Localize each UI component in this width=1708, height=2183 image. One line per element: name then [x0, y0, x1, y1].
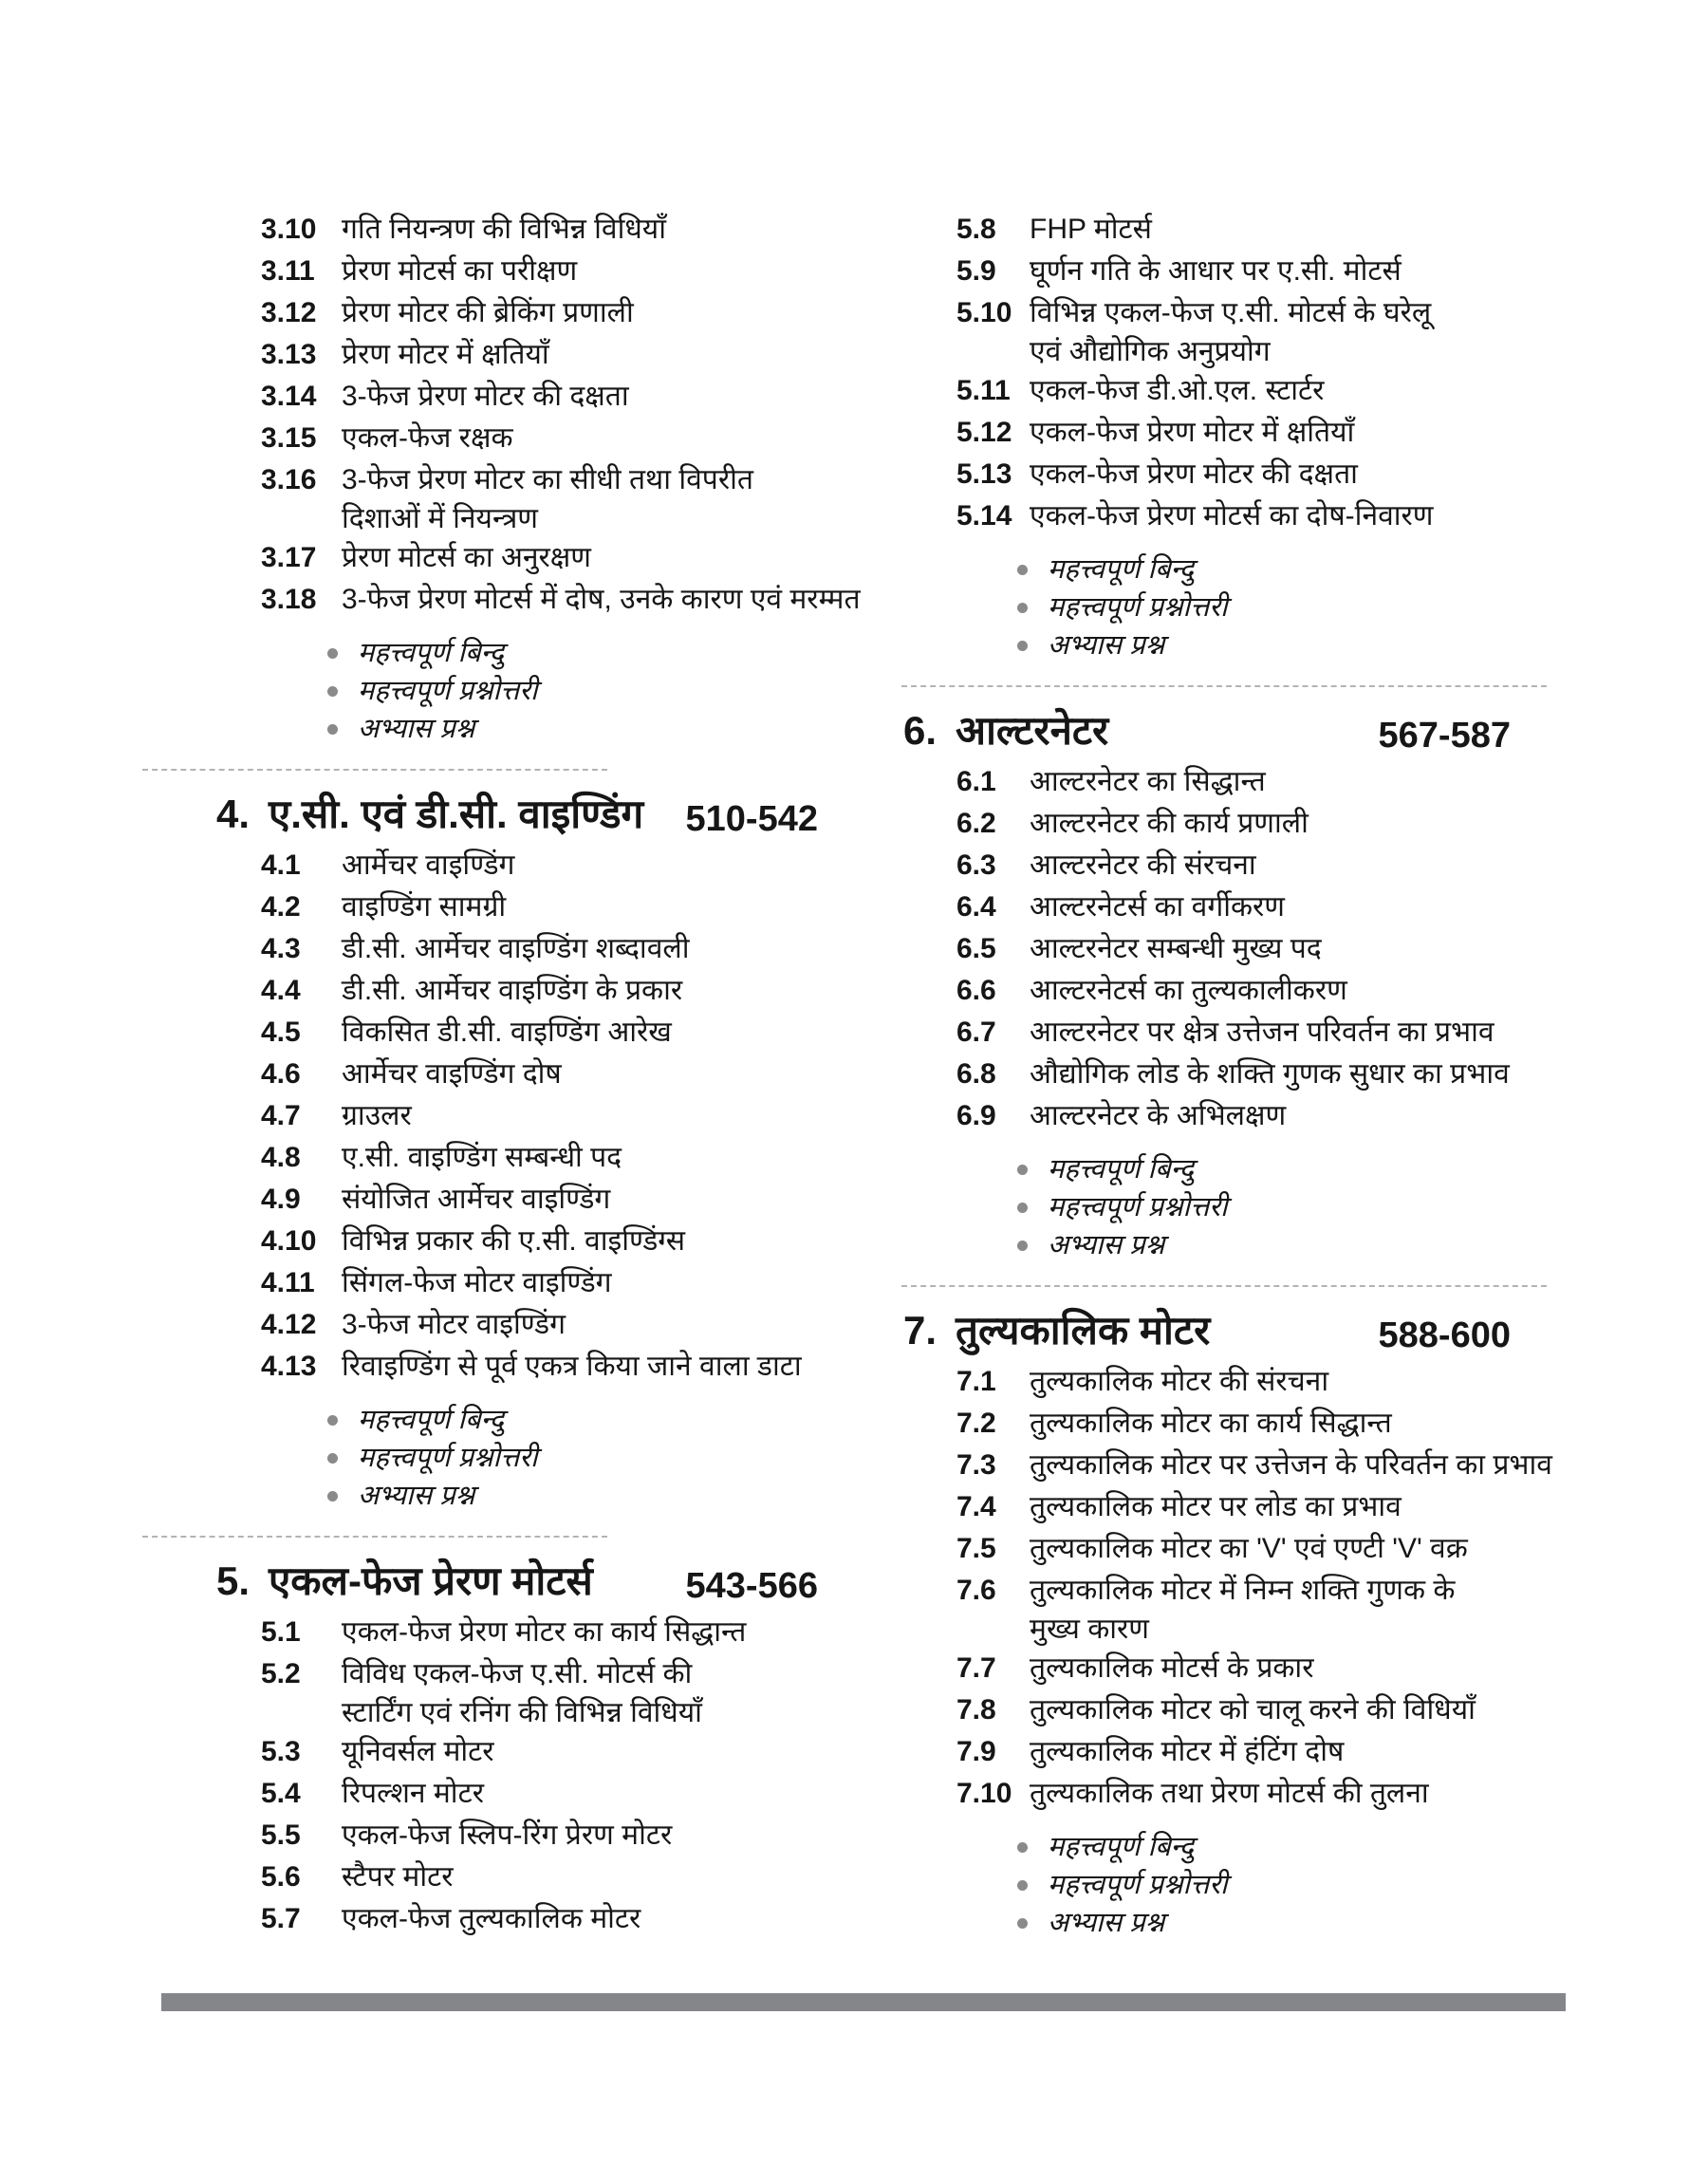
bullet-dot-icon	[327, 1491, 338, 1502]
toc-entry	[142, 1095, 818, 1137]
entry-number: 3.10	[261, 214, 317, 245]
toc-entry	[901, 970, 1511, 1012]
bullet-label: महत्त्वपूर्ण बिन्दु	[358, 638, 504, 668]
bullet-item	[901, 550, 1511, 588]
entry-title: आर्मेचर वाइण्डिंग दोष	[342, 1058, 562, 1090]
toc-entry	[142, 1856, 818, 1898]
toc-entry	[142, 1262, 818, 1304]
entry-title: 3-फेज प्रेरण मोटर का सीधी तथा विपरीत	[342, 464, 753, 495]
toc-entry	[901, 251, 1511, 292]
chapter-title: आल्टरनेटर	[956, 708, 1109, 753]
bullet-item	[901, 588, 1511, 626]
bullet-list	[901, 1828, 1511, 1942]
toc-entry	[901, 1054, 1511, 1095]
bullet-label: महत्त्वपूर्ण प्रश्नोत्तरी	[358, 1443, 538, 1473]
toc-entry	[142, 1898, 818, 1940]
entry-title: डी.सी. आर्मेचर वाइण्डिंग शब्दावली	[342, 933, 690, 964]
bullet-dot-icon	[327, 648, 338, 659]
toc-entry	[142, 845, 818, 886]
entry-title: एकल-फेज तुल्यकालिक मोटर	[342, 1903, 641, 1934]
entry-title: प्रेरण मोटर्स का अनुरक्षण	[342, 542, 591, 573]
bullet-label: महत्त्वपूर्ण बिन्दु	[1048, 1832, 1194, 1862]
bullet-item	[142, 1439, 818, 1477]
bullet-label: महत्त्वपूर्ण बिन्दु	[1048, 554, 1194, 585]
chapter-heading	[901, 1306, 1511, 1355]
bullet-label: महत्त्वपूर्ण प्रश्नोत्तरी	[1048, 1192, 1228, 1222]
entry-title: डी.सी. आर्मेचर वाइण्डिंग के प्रकार	[342, 975, 683, 1006]
entry-title-continuation: स्टार्टिंग एवं रनिंग की विभिन्न विधियाँ	[342, 1697, 702, 1728]
entry-title: FHP मोटर्स	[1030, 214, 1152, 245]
entry-number: 7.6	[956, 1575, 996, 1606]
entry-title: विभिन्न एकल-फेज ए.सी. मोटर्स के घरेलू	[1030, 297, 1432, 328]
entry-number: 6.4	[956, 891, 996, 923]
entry-title: तुल्यकालिक मोटर का कार्य सिद्धान्त	[1030, 1408, 1392, 1439]
toc-entry	[142, 376, 818, 418]
bullet-item	[901, 1828, 1511, 1866]
entry-number: 6.9	[956, 1100, 996, 1131]
toc-entry	[901, 886, 1511, 928]
bullet-dot-icon	[1017, 641, 1028, 651]
chapter-heading	[142, 790, 818, 839]
entry-number: 5.10	[956, 297, 1012, 328]
entry-number: 7.3	[956, 1449, 996, 1481]
bullet-item	[901, 626, 1511, 664]
chapter-heading	[901, 706, 1511, 756]
toc-entry	[142, 418, 818, 459]
entry-title: स्टैपर मोटर	[342, 1861, 454, 1893]
toc-entry	[142, 1346, 818, 1388]
toc-entry	[142, 251, 818, 292]
toc-entry	[901, 292, 1511, 370]
dashed-divider	[142, 769, 607, 771]
entry-title: एकल-फेज प्रेरण मोटर की दक्षता	[1030, 458, 1358, 490]
entry-number: 4.11	[261, 1267, 315, 1298]
toc-entry	[901, 761, 1511, 803]
entry-title: प्रेरण मोटर की ब्रेकिंग प्रणाली	[342, 297, 634, 328]
bullet-dot-icon	[1017, 1241, 1028, 1251]
bullet-label: अभ्यास प्रश्न	[1048, 1908, 1165, 1938]
entry-number: 7.1	[956, 1366, 996, 1397]
entry-number: 4.9	[261, 1184, 301, 1215]
toc-column-left	[142, 209, 861, 1940]
toc-entry	[142, 334, 818, 376]
toc-entry	[142, 459, 818, 537]
entry-number: 7.5	[956, 1533, 996, 1564]
entry-number: 6.8	[956, 1058, 996, 1090]
toc-entry	[901, 1648, 1511, 1689]
entry-title: घूर्णन गति के आधार पर ए.सी. मोटर्स	[1030, 255, 1402, 287]
entry-title: तुल्यकालिक मोटर पर उत्तेजन के परिवर्तन का प्रभाव	[1030, 1449, 1552, 1481]
entry-title: 3-फेज मोटर वाइण्डिंग	[342, 1309, 566, 1340]
entry-number: 5.11	[956, 375, 1011, 406]
toc-entry	[142, 886, 818, 928]
footer-bar	[161, 1993, 1566, 2011]
entry-title: आल्टरनेटर की संरचना	[1030, 849, 1256, 881]
bullet-label: महत्त्वपूर्ण प्रश्नोत्तरी	[358, 676, 538, 706]
bullet-item	[901, 1866, 1511, 1904]
entry-number: 4.10	[261, 1225, 317, 1257]
chapter-page-range: 543-566	[685, 1566, 818, 1606]
entry-title: विभिन्न प्रकार की ए.सी. वाइण्डिंग्स	[342, 1225, 685, 1257]
toc-entry	[901, 495, 1511, 537]
entry-title: संयोजित आर्मेचर वाइण्डिंग	[342, 1184, 611, 1215]
bullet-item	[901, 1904, 1511, 1942]
toc-entry	[901, 1773, 1511, 1815]
entry-title: रिपल्शन मोटर	[342, 1778, 484, 1809]
entry-number: 4.8	[261, 1142, 301, 1173]
bullet-label: महत्त्वपूर्ण प्रश्नोत्तरी	[1048, 592, 1228, 623]
chapter-page-range: 588-600	[1378, 1315, 1511, 1355]
toc-entry	[901, 209, 1511, 251]
entry-title: आल्टरनेटर पर क्षेत्र उत्तेजन परिवर्तन का प्रभाव	[1030, 1017, 1494, 1048]
chapter-title: एकल-फेज प्रेरण मोटर्स	[269, 1558, 593, 1603]
toc-entry	[901, 1528, 1511, 1570]
entry-number: 5.1	[261, 1616, 301, 1648]
chapter-number: 5.	[216, 1558, 251, 1603]
entry-number: 5.4	[261, 1778, 301, 1809]
toc-entry	[142, 1179, 818, 1221]
bullet-dot-icon	[1017, 1880, 1028, 1891]
toc-entry	[142, 1012, 818, 1054]
entry-title: एकल-फेज प्रेरण मोटर्स का दोष-निवारण	[1030, 500, 1434, 532]
entry-number: 5.6	[261, 1861, 301, 1893]
entry-title: आर्मेचर वाइण्डिंग	[342, 849, 515, 881]
entry-title: तुल्यकालिक मोटर को चालू करने की विधियाँ	[1030, 1694, 1476, 1726]
entry-title: आल्टरनेटर के अभिलक्षण	[1030, 1100, 1287, 1131]
toc-entry	[142, 1054, 818, 1095]
bullet-item	[901, 1150, 1511, 1188]
toc-entry	[901, 1445, 1552, 1486]
entry-number: 5.5	[261, 1819, 301, 1851]
entry-number: 5.9	[956, 255, 996, 287]
entry-title: तुल्यकालिक मोटर में हंटिंग दोष	[1030, 1736, 1345, 1767]
entry-title: प्रेरण मोटर्स का परीक्षण	[342, 255, 578, 287]
entry-title: तुल्यकालिक मोटर्स के प्रकार	[1030, 1652, 1314, 1684]
entry-number: 4.6	[261, 1058, 301, 1090]
entry-title: रिवाइण्डिंग से पूर्व एकत्र किया जाने वाला डाटा	[342, 1351, 802, 1382]
bullet-item	[142, 634, 818, 672]
chapter-heading	[142, 1557, 818, 1606]
entry-number: 3.17	[261, 542, 317, 573]
toc-entry	[901, 928, 1511, 970]
bullet-item	[901, 1226, 1511, 1264]
entry-title-continuation: एवं औद्योगिक अनुप्रयोग	[1030, 336, 1271, 367]
entry-number: 4.3	[261, 933, 301, 964]
entry-number: 5.2	[261, 1658, 301, 1689]
toc-entry	[142, 1137, 818, 1179]
toc-entry	[901, 1012, 1511, 1054]
bullet-dot-icon	[327, 1415, 338, 1426]
entry-title: तुल्यकालिक मोटर की संरचना	[1030, 1366, 1329, 1397]
entry-number: 6.3	[956, 849, 996, 881]
bullet-item	[142, 1477, 818, 1515]
entry-title: एकल-फेज स्लिप-रिंग प्रेरण मोटर	[342, 1819, 673, 1851]
toc-entry	[142, 292, 818, 334]
toc-column-right	[901, 209, 1552, 1942]
dashed-divider	[901, 685, 1547, 687]
entry-title: एकल-फेज डी.ओ.एल. स्टार्टर	[1030, 375, 1325, 406]
entry-number: 3.18	[261, 584, 317, 615]
entry-title: विकसित डी.सी. वाइण्डिंग आरेख	[342, 1017, 672, 1048]
toc-entry	[901, 412, 1511, 454]
entry-title: आल्टरनेटर्स का वर्गीकरण	[1030, 891, 1285, 923]
bullet-item	[142, 1401, 818, 1439]
dashed-divider	[901, 1285, 1547, 1287]
bullet-dot-icon	[327, 1453, 338, 1464]
chapter-title: तुल्यकालिक मोटर	[956, 1308, 1211, 1353]
entry-number: 5.14	[956, 500, 1012, 532]
entry-number: 7.2	[956, 1408, 996, 1439]
entry-title: आल्टरनेटर सम्बन्धी मुख्य पद	[1030, 933, 1322, 964]
entry-title: तुल्यकालिक तथा प्रेरण मोटर्स की तुलना	[1030, 1778, 1429, 1809]
toc-entry	[901, 803, 1511, 845]
bullet-label: अभ्यास प्रश्न	[1048, 630, 1165, 661]
entry-number: 6.6	[956, 975, 996, 1006]
entry-title: 3-फेज प्रेरण मोटर की दक्षता	[342, 381, 629, 412]
entry-title-continuation: दिशाओं में नियन्त्रण	[342, 503, 538, 534]
toc-entry	[901, 845, 1511, 886]
bullet-item	[142, 710, 818, 748]
chapter-page-range: 510-542	[685, 799, 818, 839]
entry-number: 4.5	[261, 1017, 301, 1048]
entry-number: 4.1	[261, 849, 301, 881]
dashed-divider	[142, 1536, 607, 1538]
toc-entry	[142, 537, 818, 579]
entry-title: आल्टरनेटर का सिद्धान्त	[1030, 766, 1266, 797]
entry-title-continuation: मुख्य कारण	[1030, 1614, 1149, 1645]
entry-title: आल्टरनेटर की कार्य प्रणाली	[1030, 808, 1309, 839]
entry-number: 3.13	[261, 339, 317, 370]
entry-number: 3.14	[261, 381, 317, 412]
bullet-label: अभ्यास प्रश्न	[358, 1481, 475, 1511]
bullet-item	[901, 1188, 1511, 1226]
bullet-dot-icon	[1017, 1918, 1028, 1929]
entry-title: तुल्यकालिक मोटर पर लोड का प्रभाव	[1030, 1491, 1402, 1522]
toc-entry	[901, 1570, 1511, 1648]
entry-title: औद्योगिक लोड के शक्ति गुणक सुधार का प्रभाव	[1030, 1058, 1510, 1090]
entry-title: एकल-फेज रक्षक	[342, 422, 513, 454]
entry-number: 3.15	[261, 422, 317, 454]
toc-entry	[142, 1773, 818, 1815]
bullet-list	[142, 1401, 818, 1515]
entry-number: 4.7	[261, 1100, 301, 1131]
entry-title: यूनिवर्सल मोटर	[342, 1736, 494, 1767]
bullet-dot-icon	[1017, 603, 1028, 613]
entry-title: तुल्यकालिक मोटर का 'V' एवं एण्टी 'V' वक्र	[1030, 1533, 1468, 1564]
entry-number: 7.9	[956, 1736, 996, 1767]
entry-number: 6.1	[956, 766, 996, 797]
entry-number: 5.7	[261, 1903, 301, 1934]
entry-title: सिंगल-फेज मोटर वाइण्डिंग	[342, 1267, 612, 1298]
bullet-dot-icon	[327, 724, 338, 735]
entry-title: ग्राउलर	[342, 1100, 412, 1131]
entry-number: 7.8	[956, 1694, 996, 1726]
entry-number: 5.8	[956, 214, 996, 245]
toc-entry	[901, 1095, 1511, 1137]
entry-title: तुल्यकालिक मोटर में निम्न शक्ति गुणक के	[1030, 1575, 1456, 1606]
chapter-number: 7.	[903, 1308, 938, 1353]
bullet-dot-icon	[1017, 1842, 1028, 1853]
toc-entry	[142, 970, 818, 1012]
entry-number: 3.11	[261, 255, 315, 287]
entry-title: एकल-फेज प्रेरण मोटर में क्षतियाँ	[1030, 417, 1355, 448]
bullet-dot-icon	[1017, 1165, 1028, 1175]
toc-entry	[901, 370, 1511, 412]
entry-title: आल्टरनेटर्स का तुल्यकालीकरण	[1030, 975, 1347, 1006]
toc-entry	[901, 454, 1511, 495]
bullet-label: महत्त्वपूर्ण बिन्दु	[358, 1405, 504, 1435]
bullet-dot-icon	[1017, 565, 1028, 575]
toc-entry	[142, 209, 818, 251]
bullet-label: महत्त्वपूर्ण प्रश्नोत्तरी	[1048, 1870, 1228, 1900]
entry-number: 7.7	[956, 1652, 996, 1684]
toc-entry	[142, 1304, 818, 1346]
bullet-list	[901, 550, 1511, 664]
entry-title: वाइण्डिंग सामग्री	[342, 891, 507, 923]
toc-entry	[142, 579, 861, 621]
entry-number: 5.12	[956, 417, 1012, 448]
bullet-item	[142, 672, 818, 710]
toc-entry	[142, 1221, 818, 1262]
entry-number: 5.3	[261, 1736, 301, 1767]
entry-number: 4.2	[261, 891, 301, 923]
entry-number: 3.12	[261, 297, 317, 328]
toc-entry	[142, 1731, 818, 1773]
entry-number: 3.16	[261, 464, 317, 495]
entry-number: 4.12	[261, 1309, 317, 1340]
bullet-label: अभ्यास प्रश्न	[1048, 1230, 1165, 1260]
entry-title: ए.सी. वाइण्डिंग सम्बन्धी पद	[342, 1142, 622, 1173]
entry-number: 4.13	[261, 1351, 317, 1382]
entry-number: 6.7	[956, 1017, 996, 1048]
toc-entry	[901, 1403, 1511, 1445]
entry-number: 6.2	[956, 808, 996, 839]
chapter-number: 4.	[216, 792, 251, 836]
entry-title: गति नियन्त्रण की विभिन्न विधियाँ	[342, 214, 666, 245]
entry-number: 7.10	[956, 1778, 1012, 1809]
toc-entry	[901, 1486, 1511, 1528]
entry-number: 6.5	[956, 933, 996, 964]
entry-title: एकल-फेज प्रेरण मोटर का कार्य सिद्धान्त	[342, 1616, 747, 1648]
entry-number: 5.13	[956, 458, 1012, 490]
bullet-label: अभ्यास प्रश्न	[358, 714, 475, 744]
toc-entry	[142, 1815, 818, 1856]
bullet-list	[901, 1150, 1511, 1264]
bullet-list	[142, 634, 818, 748]
entry-title: 3-फेज प्रेरण मोटर्स में दोष, उनके कारण एवं मरम्मत	[342, 584, 861, 615]
toc-entry	[142, 1612, 818, 1653]
toc-entry	[901, 1689, 1511, 1731]
chapter-title: ए.सी. एवं डी.सी. वाइण्डिंग	[269, 792, 644, 836]
chapter-number: 6.	[903, 708, 938, 753]
toc-entry	[901, 1731, 1511, 1773]
entry-number: 4.4	[261, 975, 301, 1006]
entry-title: विविध एकल-फेज ए.सी. मोटर्स की	[342, 1658, 693, 1689]
toc-entry	[142, 1653, 818, 1731]
toc-entry	[142, 928, 818, 970]
entry-title: प्रेरण मोटर में क्षतियाँ	[342, 339, 549, 370]
bullet-dot-icon	[327, 686, 338, 697]
toc-entry	[901, 1361, 1511, 1403]
chapter-page-range: 567-587	[1378, 716, 1511, 756]
bullet-label: महत्त्वपूर्ण बिन्दु	[1048, 1154, 1194, 1185]
entry-number: 7.4	[956, 1491, 996, 1522]
bullet-dot-icon	[1017, 1203, 1028, 1213]
